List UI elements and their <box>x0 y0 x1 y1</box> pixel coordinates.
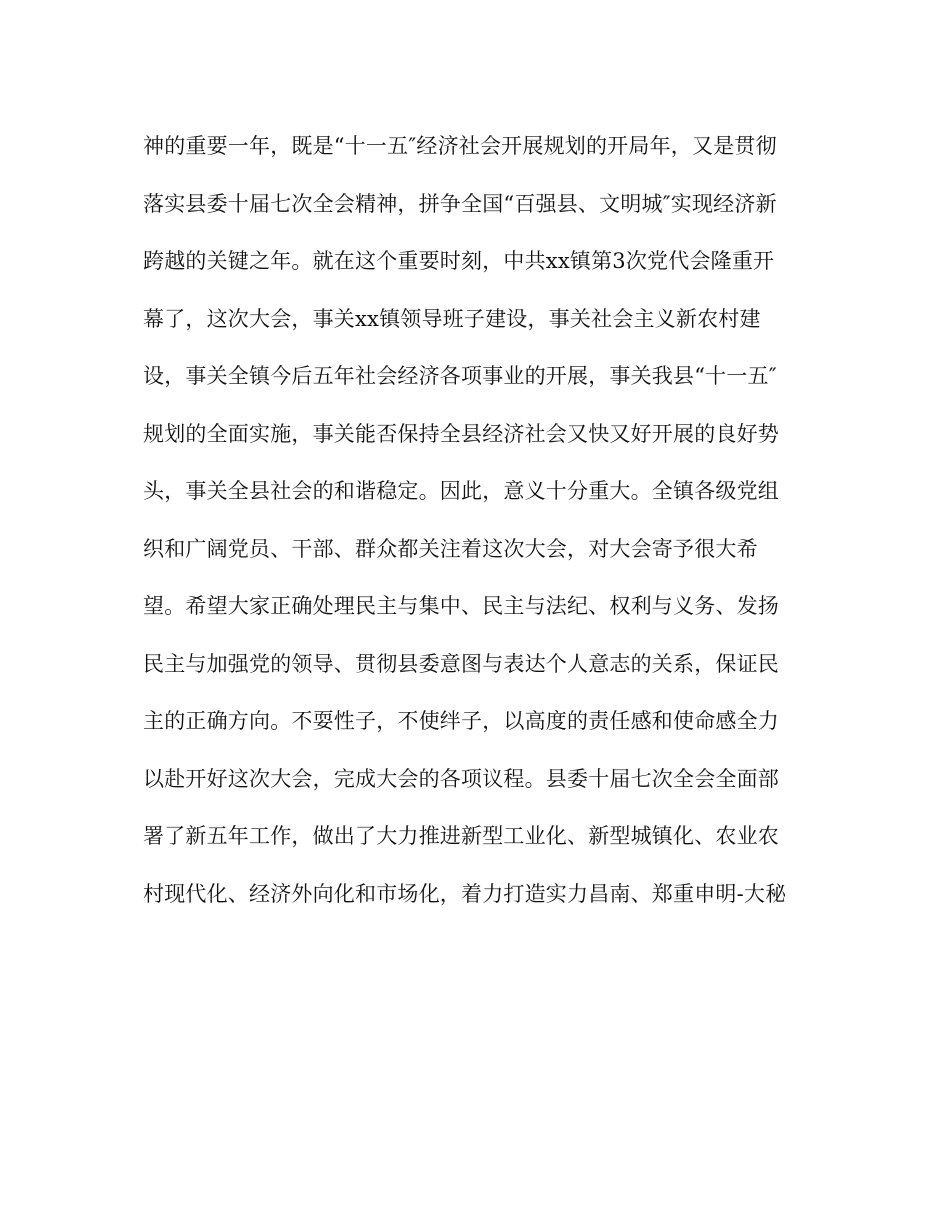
text-line-12: 以赴开好这次大会，完成大会的各项议程。县委十届七次全会全面部 <box>143 766 779 791</box>
text-line-1: 神的重要一年，既是“十一五″经济社会开展规划的开局年，又是贯彻 <box>143 134 777 158</box>
text-line-8: 织和广阔党员、干部、群众都关注着这次大会，对大会寄予很大希 <box>143 536 758 561</box>
text-line-10: 民主与加强党的领导、贯彻县委意图与表达个人意志的关系，保证民 <box>143 651 779 676</box>
text-line-4: 幕了，这次大会，事关xx镇领导班子建设，事关社会主义新农村建 <box>143 306 761 331</box>
text-line-6: 规划的全面实施，事关能否保持全县经济社会又快又好开展的良好势 <box>143 421 779 446</box>
text-line-11: 主的正确方向。不耍性子，不使绊子，以高度的责任感和使命感全力 <box>143 709 779 733</box>
text-line-2: 落实县委十届七次全会精神，拼争全国“百强县、文明城″实现经济新 <box>143 191 777 216</box>
text-line-5: 设，事关全镇今后五年社会经济各项事业的开展，事关我县“十一五″ <box>143 364 777 388</box>
body-text <box>143 118 823 923</box>
text-line-9: 望。希望大家正确处理民主与集中、民主与法纪、权利与义务、发扬 <box>143 594 779 618</box>
text-line-13: 署了新五年工作，做出了大力推进新型工业化、新型城镇化、农业农 <box>143 824 779 848</box>
text-line-14: 村现代化、经济外向化和市场化，着力打造实力昌南、郑重申明-大秘 <box>143 881 787 906</box>
text-line-7: 头，事关全县社会的和谐稳定。因此，意义十分重大。全镇各级党组 <box>143 479 779 503</box>
text-line-3: 跨越的关键之年。就在这个重要时刻，中共xx镇第3次党代会隆重开 <box>143 249 775 273</box>
